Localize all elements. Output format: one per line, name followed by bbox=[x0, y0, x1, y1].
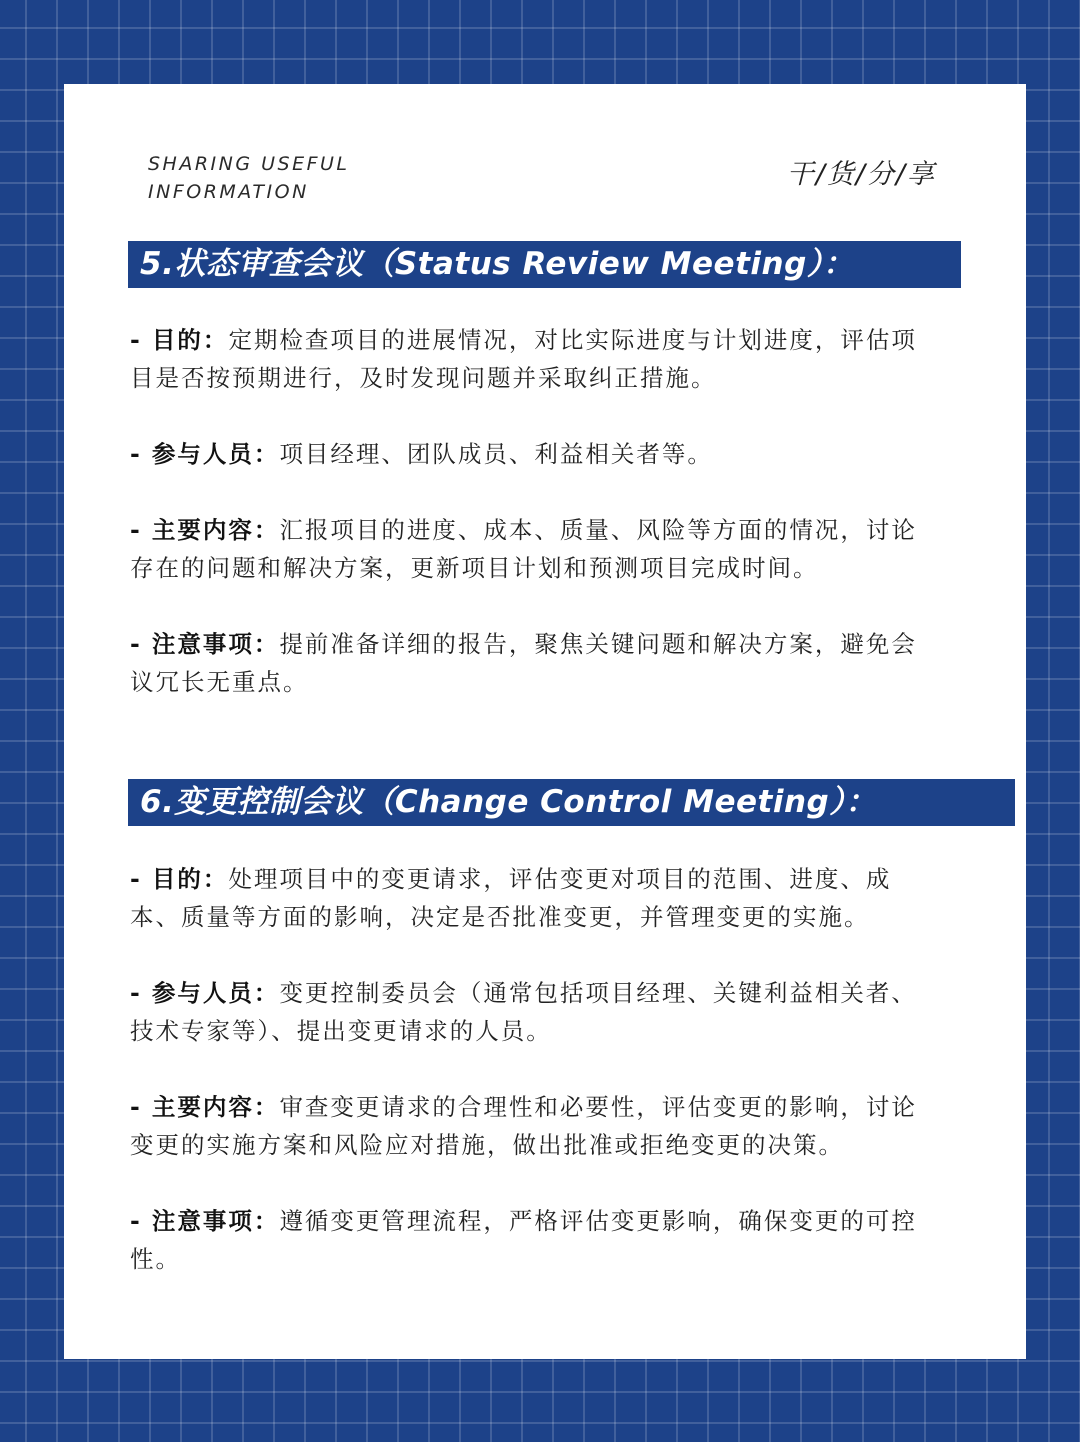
item-label: - 注意事项： bbox=[130, 630, 280, 658]
header-tagline: 干/货/分/享 bbox=[786, 159, 936, 190]
header-eyebrow: SHARING USEFUL INFORMATION bbox=[148, 153, 350, 203]
item-label: - 参与人员： bbox=[130, 440, 280, 468]
item-main-content bbox=[130, 511, 930, 587]
item-label: - 参与人员： bbox=[130, 979, 280, 1007]
item-text: 变更控制委员会（通常包括项目经理、关键利益相关者、技术专家等）、提出变更请求的人员。 bbox=[130, 979, 917, 1045]
item-text: 定期检查项目的进展情况，对比实际进度与计划进度，评估项目是否按预期进行，及时发现问题并采取纠正措施。 bbox=[130, 326, 917, 392]
item-text: 审查变更请求的合理性和必要性，评估变更的影响，讨论变更的实施方案和风险应对措施，做出批准或拒绝变更的决策。 bbox=[130, 1093, 917, 1159]
item-text: 项目经理、团队成员、利益相关者等。 bbox=[279, 440, 713, 468]
section-change-control bbox=[130, 860, 930, 1316]
item-label: - 目的： bbox=[130, 865, 229, 893]
section-title-change-control: 6.变更控制会议（Change Control Meeting）： bbox=[128, 779, 1015, 826]
item-notes bbox=[130, 1202, 930, 1278]
item-text: 汇报项目的进度、成本、质量、风险等方面的情况，讨论存在的问题和解决方案，更新项目计划和预测项目完成时间。 bbox=[130, 516, 917, 582]
section-status-review bbox=[130, 321, 930, 739]
item-purpose bbox=[130, 321, 930, 397]
item-participants bbox=[130, 974, 930, 1050]
item-main-content bbox=[130, 1088, 930, 1164]
item-label: - 注意事项： bbox=[130, 1207, 280, 1235]
item-text: 遵循变更管理流程，严格评估变更影响，确保变更的可控性。 bbox=[130, 1207, 917, 1273]
item-participants bbox=[130, 435, 930, 473]
item-label: - 主要内容： bbox=[130, 516, 280, 544]
content-card bbox=[64, 84, 1026, 1359]
item-text: 提前准备详细的报告，聚焦关键问题和解决方案，避免会议冗长无重点。 bbox=[130, 630, 917, 696]
section-title-status-review: 5.状态审查会议（Status Review Meeting）： bbox=[128, 241, 961, 288]
item-notes bbox=[130, 625, 930, 701]
item-text: 处理项目中的变更请求，评估变更对项目的范围、进度、成本、质量等方面的影响，决定是否批准变更，并管理变更的实施。 bbox=[130, 865, 892, 931]
item-purpose bbox=[130, 860, 930, 936]
item-label: - 主要内容： bbox=[130, 1093, 280, 1121]
item-label: - 目的： bbox=[130, 326, 229, 354]
